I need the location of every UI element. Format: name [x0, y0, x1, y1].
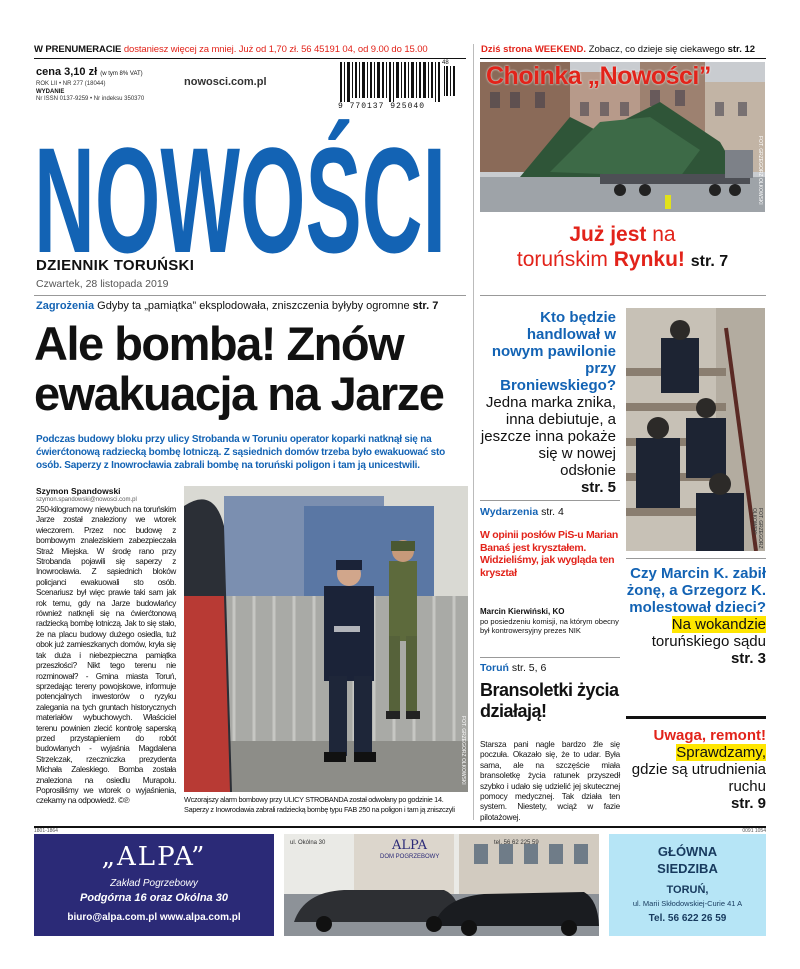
divider	[34, 295, 466, 296]
ad-photo-sign: ALPA	[392, 838, 427, 853]
edition-label: WYDANIE	[36, 88, 65, 95]
newspaper-logo[interactable]	[34, 118, 446, 258]
quote-author: Marcin Kierwiński, KO	[480, 607, 565, 616]
subtitle: DZIENNIK TORUŃSKI	[36, 257, 195, 274]
subscription-label: W PRENUMERACIE	[34, 44, 122, 55]
teaser2-highlight: Na wokandzie	[671, 616, 766, 633]
ad-code-right: 0091 1054	[742, 828, 766, 834]
photo-credit: FOT. GRZEGORZ OLKOWSKI	[751, 508, 763, 549]
weekend-prefix: Dziś strona WEEKEND.	[481, 44, 587, 55]
barcode-digits: 9 770137 925040	[338, 102, 426, 111]
barcode-number: 48	[442, 60, 449, 66]
photo-caption: Wczorajszy alarm bombowy przy ULICY STROBANDA został odwołany po godzinie 14. Saperzy z Inowrocławia zabrali radziecką bombę typu FAB 250 na poligon i tam ją zniszczyli	[184, 795, 455, 814]
roadworks-teaser[interactable]	[626, 727, 766, 812]
promo-text[interactable]	[480, 222, 765, 274]
events-section[interactable]	[480, 506, 564, 518]
author: Szymon Spandowski	[36, 486, 121, 496]
subscription-banner	[34, 44, 428, 55]
promo-page: str. 7	[690, 253, 729, 270]
promo-line1-em: Już jest	[569, 223, 647, 246]
ad-brand: „ALPA”	[101, 842, 207, 872]
quote-attribution	[480, 607, 620, 636]
issue-date: Czwartek, 28 listopada 2019	[36, 278, 169, 290]
bomb-scene-photo[interactable]	[184, 486, 468, 792]
promo-line1-rest: na	[652, 223, 676, 246]
promo-line2-em: Rynku!	[613, 248, 685, 271]
teaser1-page: str. 5	[580, 479, 616, 496]
divider	[480, 657, 620, 658]
promo-line2-lt: toruńskim	[516, 248, 608, 271]
author-email[interactable]: szymon.spandowski@nowosci.com.pl	[36, 497, 137, 503]
logo-text: NOWOŚCI	[34, 118, 446, 258]
divider	[480, 500, 620, 501]
ad-hq-phone[interactable]: Tel. 56 622 26 59	[648, 913, 727, 924]
banas-quote: W opinii posłów PiS-u Marian Banaś jest kryształem. Widzieliśmy, jak wygląda ten kryształ	[480, 529, 619, 579]
main-headline[interactable]: Ale bomba! Znów ewakuacja na Jarze	[34, 317, 444, 420]
teaser2-rest: toruńskiego sądu	[651, 633, 766, 650]
ad-hq-title1: GŁÓWNA	[657, 844, 718, 859]
teaser3-page: str. 9	[730, 795, 766, 812]
ad-left-panel	[34, 834, 274, 936]
barcode	[338, 60, 460, 116]
ad-photo-street: ul. Okólna 30	[290, 840, 326, 846]
main-lead: Podczas budowy bloku przy ulicy Strobanda w Toruniu operator koparki natknął się na ćwierćtonową radziecką bombę lotniczą. Z sąsiednich domów trzeba było ewakuować sto osób. Saperzy z Inowrocławia zabrali bombę na toruński poligon i tam ją unicestwili.	[36, 434, 446, 471]
ad-line3[interactable]: biuro@alpa.com.pl www.alpa.com.pl	[67, 912, 241, 923]
ad-code-left: 1801-1864	[34, 828, 58, 834]
torun-page: str. 5, 6	[511, 662, 547, 674]
photo-credit: FOT. GRZEGORZ OLKOWSKI	[460, 716, 466, 785]
teaser2-page: str. 3	[730, 650, 766, 667]
divider	[626, 558, 766, 559]
quote-note: po posiedzeniu komisji, na którym obecny był kontrowersyjny prezes NIK	[480, 616, 619, 635]
ad-hq-title2: SIEDZIBA	[657, 861, 718, 876]
price: cena 3,10 zł (w tym 8% VAT)	[36, 66, 143, 78]
pavilion-teaser[interactable]	[480, 309, 616, 496]
teaser3-rest: gdzie są utrudnienia ruchu	[631, 761, 766, 795]
subscription-text: dostaniesz więcej za mniej. Już od 1,70 zł. 56 45191 04, od 9.00 do 15.00	[123, 44, 428, 55]
issue-meta	[36, 66, 176, 104]
ad-right-panel	[609, 834, 766, 936]
main-kicker	[36, 300, 438, 312]
events-label: Wydarzenia	[480, 506, 539, 518]
kicker-label: Zagrożenia	[36, 300, 95, 312]
teaser2-question: Czy Marcin K. zabił żonę, a Grzegorz K. molestował dzieci?	[626, 565, 766, 616]
teaser3-question: Uwaga, remont!	[653, 727, 766, 744]
divider	[34, 58, 466, 59]
events-page: str. 4	[541, 506, 564, 518]
ad-photo-sign2: DOM POGRZEBOWY	[380, 854, 440, 860]
promo-title: Choinka „Nowości”	[486, 62, 711, 90]
ad-photo-tel: tel. 56 62 225 59	[494, 840, 539, 846]
teaser3-highlight: Sprawdzamy,	[676, 744, 766, 761]
torun-label: Toruń	[480, 662, 509, 674]
police-stairs-photo[interactable]	[626, 308, 765, 551]
kicker-text: Gdyby ta „pamiątka” eksplodowała, zniszczenia byłyby ogromne	[97, 300, 410, 312]
site-url[interactable]: nowosci.com.pl	[184, 76, 267, 88]
column-divider	[473, 44, 474, 820]
issn: Nr ISSN 0137-9259 • Nr indeksu 350370	[36, 96, 145, 102]
divider	[480, 295, 766, 296]
ad-photo	[284, 834, 599, 936]
ad-line1: Zakład Pogrzebowy	[110, 878, 198, 889]
ad-hq-address: ul. Marii Skłodowskiej-Curie 41 A	[632, 899, 743, 908]
weekend-page: str. 12	[727, 44, 756, 55]
divider	[480, 58, 766, 59]
torun-section[interactable]	[480, 662, 546, 674]
teaser1-answer: Jedna marka znika, inna debiutuje, a jeszcze inna pokaże się w nowej odsłonie	[480, 394, 616, 479]
article-body: 250-kilogramowy niewybuch na toruńskim Jarze został znaleziony we wtorek wieczorem. Przez noc budowę z bombowym znaleziskiem zabezpieczała Straż Miejska. W środę rano przy Strobanda pojawili się saperzy z Inowrocławia. Z sąsiednich bloków policjanci ewakuowali sto osób. Scenariusz był więc prawie taki sam jak rok temu, gdy na Jarze budowlańcy również natknęli się na ćwierćtonową radziecką bombę lotniczą. Jak to się stało, że na placu budowy dużego osiedla, tuż obok już zamieszkanych domów, kryła się tak duża i niebezpieczna pamiątka przeszłości? Nikt tego terenu nie rozminował? - Gmina miasta Toruń, sprzedając tereny powojskowe, informuje potencjalnych inwestorów o ryzyku zalegania na tych gruntach historycznych materiałów wybuchowych. Właściciel terenu powinien zlecić kontrolę saperską przed przystąpieniem do robót budowlanych - wyjaśnia Magdalena Strzelczak, rzeczniczka prezydenta Michała Zaleskiego. Bomba została znaleziona na osiedlu Murapolu. Poprosiliśmy we wtorek o wyjaśnienia, czekamy na odpowiedź. ©℗	[36, 505, 176, 806]
ad-hq-city: TORUŃ,	[666, 884, 709, 896]
issue-number: ROK LII • NR 277 (18044)	[36, 81, 106, 87]
bracelet-body: Starsza pani nagle bardzo źle się poczuła. Okazało się, że to udar. Była sama, ale na szczęście miała bransoletkę życia ratunek przyszedł szybko i udało się udzielić jej skutecznej pomocy medycznej. Tak działa ten system. Niestety, wciąż w fazie pilotażowej.	[480, 740, 620, 822]
funeral-home-ad[interactable]	[34, 828, 766, 940]
ad-line2: Podgórna 16 oraz Okólna 30	[80, 892, 228, 904]
weekend-text: Zobacz, co dzieje się ciekawego	[588, 44, 725, 55]
divider	[626, 716, 766, 719]
kicker-page: str. 7	[412, 300, 439, 312]
bracelet-headline[interactable]: Bransoletki życia działają!	[480, 680, 619, 721]
photo-credit: FOT. GRZEGORZ OLKOWSKI	[757, 136, 763, 205]
weekend-teaser	[481, 44, 755, 55]
teaser1-question: Kto będzie handlował w nowym pawilonie przy Broniewskiego?	[491, 309, 616, 394]
court-teaser[interactable]	[626, 565, 766, 667]
